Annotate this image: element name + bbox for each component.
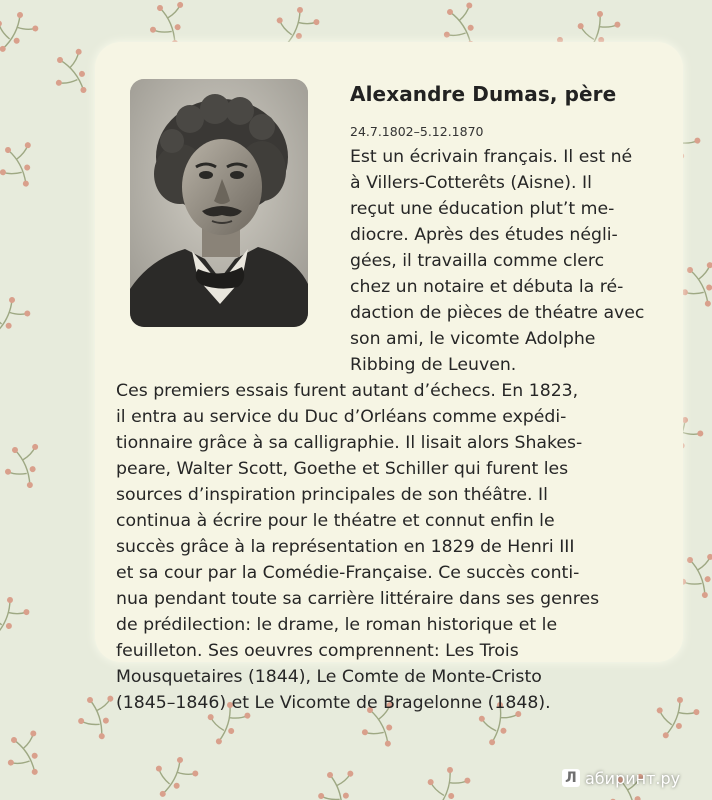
text-line: continua à écrire pour le théatre et connut enfin le [116,511,555,531]
author-portrait [130,79,308,327]
text-line: peare, Walter Scott, Goethe et Schiller qui furent les [116,459,569,479]
text-line: Ces premiers essais furent autant d’échecs. En 1823, [116,381,579,401]
text-line: gées, il travailla comme clerc [350,251,605,271]
text-line: tionnaire grâce à sa calligraphie. Il lisait alors Shakes- [116,433,583,453]
text-line: à Villers-Cotterêts (Aisne). Il [350,173,592,193]
labirint-logo-icon: Л [562,769,580,787]
text-line: nua pendant toute sa carrière littéraire dans ses genres [116,589,600,609]
author-name-heading: Alexandre Dumas, père [350,82,617,106]
text-line: reçut une éducation plut’t me- [350,199,615,219]
text-line: Ribbing de Leuven. [350,355,517,375]
text-line: sources d’inspiration principales de son théâtre. Il [116,485,548,505]
text-line: il entra au service du Duc d’Orléans comme expédi- [116,407,567,427]
text-line: chez un notaire et débuta la ré- [350,277,624,297]
life-dates: 24.7.1802–5.12.1870 [350,124,484,139]
text-line: diocre. Après des études négli- [350,225,618,245]
text-line: feuilleton. Ses oeuvres comprennent: Les Trois [116,641,519,661]
text-line: Mousquetaires (1844), Le Comte de Monte-Cristo [116,667,542,687]
labirint-watermark-text: абиринт.ру [585,768,681,788]
text-line: de prédilection: le drame, le roman historique et le [116,615,558,635]
text-line: Est un écrivain français. Il est né [350,147,633,167]
text-line: succès grâce à la représentation en 1829 de Henri III [116,537,575,557]
text-line: (1845–1846) et Le Vicomte de Bragelonne (1848). [116,693,551,713]
text-line: daction de pièces de théatre avec [350,303,645,323]
labirint-watermark [562,766,680,790]
text-line: son ami, le vicomte Adolphe [350,329,596,349]
text-line: et sa cour par la Comédie-Française. Ce succès conti- [116,563,580,583]
